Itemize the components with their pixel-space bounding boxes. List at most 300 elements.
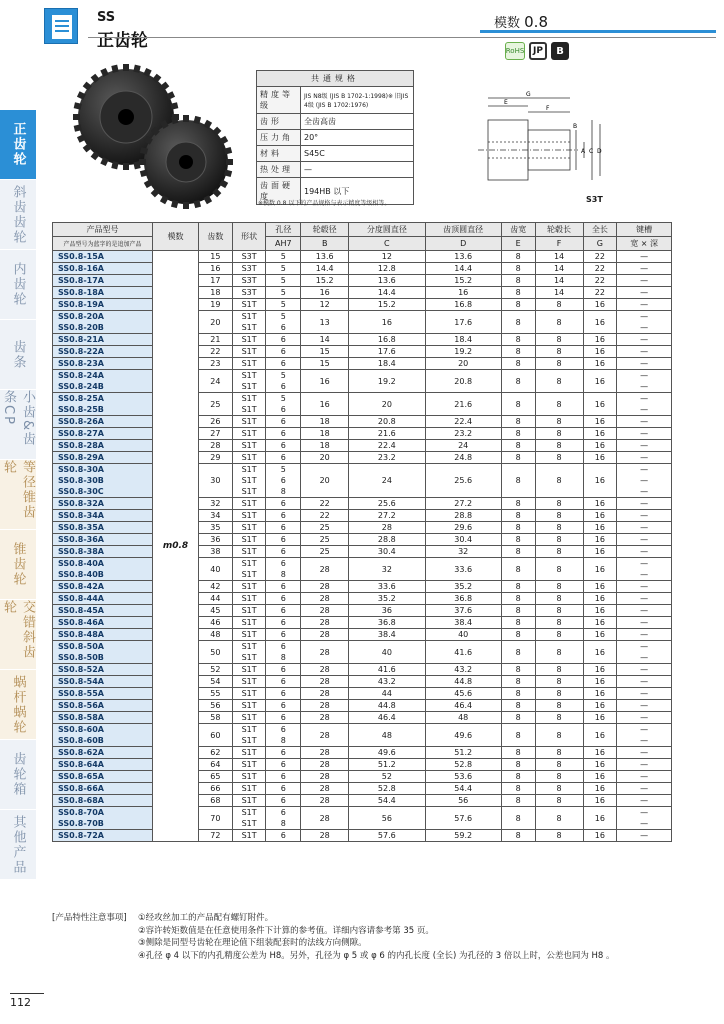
dim-label: F (546, 105, 550, 112)
category-sidebar (0, 110, 36, 880)
table-row (53, 783, 672, 795)
sidebar-item[interactable]: 齿条 (0, 320, 36, 390)
table-cell: 6 (266, 334, 301, 346)
table-cell: 40 (199, 558, 233, 581)
table-cell: 28 (301, 605, 349, 617)
table-cell: 5 (266, 370, 301, 382)
table-cell: 6 (266, 381, 301, 393)
table-cell: 19 (199, 299, 233, 311)
table-cell: S1T (232, 358, 266, 370)
table-cell: 8 (535, 593, 583, 605)
table-cell: 8 (501, 299, 535, 311)
table-row (53, 712, 672, 724)
sidebar-item[interactable]: 等径锥齿轮 (0, 460, 36, 530)
notes-label: [产品特性注意事项] (52, 913, 127, 923)
table-cell: 28 (301, 747, 349, 759)
table-cell: S1T (232, 818, 266, 830)
module-value: 0.8 (524, 13, 548, 31)
table-cell: 32 (349, 558, 425, 581)
table-cell: 8 (501, 759, 535, 771)
table-cell: 36 (199, 534, 233, 546)
table-cell: 8 (535, 510, 583, 522)
table-cell: S1T (232, 464, 266, 476)
col-subheader: E (501, 237, 535, 251)
table-cell: 68 (199, 795, 233, 807)
table-cell: 8 (501, 676, 535, 688)
table-cell: 22 (301, 510, 349, 522)
part-number: SS0.8-72A (53, 830, 153, 842)
table-cell: 15 (301, 346, 349, 358)
table-cell: 22.4 (349, 440, 425, 452)
table-cell: S1T (232, 617, 266, 629)
table-cell: 6 (266, 641, 301, 653)
spec-head: 共通规格 (257, 71, 414, 87)
table-cell: 18 (301, 416, 349, 428)
table-cell: 27 (199, 428, 233, 440)
table-cell: 16 (583, 771, 617, 783)
table-cell: S1T (232, 830, 266, 842)
spec-value: 全齿高齿 (301, 114, 414, 130)
table-cell: 29.6 (425, 522, 501, 534)
table-cell: — (617, 464, 672, 476)
table-cell: 16 (583, 428, 617, 440)
part-number: SS0.8-19A (53, 299, 153, 311)
table-cell: 6 (266, 534, 301, 546)
table-cell: 36 (349, 605, 425, 617)
table-cell: S1T (232, 546, 266, 558)
sidebar-item[interactable]: 正齿轮 (0, 110, 36, 180)
gear-tooth (123, 64, 129, 71)
table-cell: S1T (232, 416, 266, 428)
table-cell: 38.4 (349, 629, 425, 641)
table-cell: 28 (301, 830, 349, 842)
table-cell: 28 (301, 712, 349, 724)
spec-footnote: ※模数 0.8 以下的产品规格与表示精度等级相等。 (258, 200, 391, 207)
dim-label: B (573, 123, 578, 130)
table-cell: 8 (501, 700, 535, 712)
table-cell: 16 (583, 605, 617, 617)
table-cell: 8 (535, 346, 583, 358)
table-row (53, 771, 672, 783)
table-cell: 8 (535, 830, 583, 842)
table-cell: 15.2 (425, 275, 501, 287)
table-cell: S1T (232, 486, 266, 498)
sidebar-item[interactable]: 其他产品 (0, 810, 36, 880)
sidebar-item[interactable]: 交错斜齿轮 (0, 600, 36, 670)
table-row (53, 416, 672, 428)
table-cell: 14 (301, 334, 349, 346)
table-cell: 6 (266, 724, 301, 736)
table-cell: 8 (501, 263, 535, 275)
table-row (53, 546, 672, 558)
table-cell: 52 (199, 664, 233, 676)
part-number: SS0.8-38A (53, 546, 153, 558)
table-cell: 16 (583, 311, 617, 334)
table-cell: 8 (266, 486, 301, 498)
table-row (53, 275, 672, 287)
col-subheader: AH7 (266, 237, 301, 251)
table-cell: 16 (583, 807, 617, 830)
table-cell: 28 (349, 522, 425, 534)
table-cell: S1T (232, 346, 266, 358)
part-number: SS0.8-66A (53, 783, 153, 795)
part-number: SS0.8-35A (53, 522, 153, 534)
table-cell: 8 (501, 416, 535, 428)
table-cell: 6 (266, 581, 301, 593)
table-cell: — (617, 510, 672, 522)
table-cell: 17.6 (349, 346, 425, 358)
table-cell: 33.6 (425, 558, 501, 581)
table-cell: 66 (199, 783, 233, 795)
part-number: SS0.8-60A (53, 724, 153, 736)
table-cell: 8 (535, 641, 583, 664)
table-cell: 8 (501, 747, 535, 759)
col-header: 轮毂径 (301, 223, 349, 237)
table-cell: 6 (266, 712, 301, 724)
table-cell: 14 (535, 263, 583, 275)
table-cell: 8 (535, 724, 583, 747)
table-cell: 28 (301, 807, 349, 830)
table-row (53, 688, 672, 700)
product-spec-table (52, 222, 672, 842)
table-cell: 16 (583, 534, 617, 546)
part-number: SS0.8-20B (53, 322, 153, 334)
table-cell: 60 (199, 724, 233, 747)
table-cell: 8 (535, 771, 583, 783)
table-cell: 8 (501, 724, 535, 747)
drawing-type-label: S3T (586, 195, 603, 204)
table-cell: 54.4 (349, 795, 425, 807)
table-cell: S1T (232, 747, 266, 759)
table-cell: S1T (232, 771, 266, 783)
table-row (53, 664, 672, 676)
b-badge-icon: B (551, 42, 569, 60)
table-cell: 20.8 (349, 416, 425, 428)
table-cell: — (617, 370, 672, 382)
part-number: SS0.8-60B (53, 735, 153, 747)
table-cell: 8 (501, 522, 535, 534)
table-cell: 33.6 (349, 581, 425, 593)
table-cell: 21 (199, 334, 233, 346)
part-number: SS0.8-58A (53, 712, 153, 724)
table-cell: S3T (232, 287, 266, 299)
table-cell: 8 (266, 735, 301, 747)
table-cell: 6 (266, 771, 301, 783)
table-cell: 6 (266, 358, 301, 370)
table-cell: 6 (266, 322, 301, 334)
table-cell: 40 (349, 641, 425, 664)
table-cell: 28 (301, 641, 349, 664)
table-cell: 16 (583, 522, 617, 534)
table-cell: 18 (199, 287, 233, 299)
part-number: SS0.8-70B (53, 818, 153, 830)
table-cell: 18 (301, 428, 349, 440)
table-cell: S1T (232, 299, 266, 311)
table-cell: — (617, 735, 672, 747)
part-number: SS0.8-40A (53, 558, 153, 570)
table-cell: 6 (266, 807, 301, 819)
part-number: SS0.8-42A (53, 581, 153, 593)
table-cell: S1T (232, 676, 266, 688)
table-row (53, 510, 672, 522)
table-cell: S1T (232, 807, 266, 819)
sidebar-item[interactable]: 斜齿齿轮 (0, 180, 36, 250)
table-cell: 8 (535, 393, 583, 416)
table-cell: 8 (501, 605, 535, 617)
part-number: SS0.8-15A (53, 251, 153, 263)
table-row (53, 534, 672, 546)
table-cell: 28 (301, 676, 349, 688)
col-header: 产品型号 (53, 223, 153, 237)
col-subheader: 宽 × 深 (617, 237, 672, 251)
table-cell: 15.2 (301, 275, 349, 287)
table-cell: 6 (266, 664, 301, 676)
table-cell: 8 (501, 275, 535, 287)
sidebar-item[interactable]: 内齿轮 (0, 250, 36, 320)
part-number: SS0.8-64A (53, 759, 153, 771)
part-number: SS0.8-55A (53, 688, 153, 700)
sidebar-item[interactable]: 蜗杆蜗轮 (0, 670, 36, 740)
table-cell: S1T (232, 440, 266, 452)
table-cell: 28.8 (349, 534, 425, 546)
table-cell: 53.6 (425, 771, 501, 783)
table-cell: — (617, 428, 672, 440)
col-header: 键槽 (617, 223, 672, 237)
table-cell: 38 (199, 546, 233, 558)
table-row (53, 617, 672, 629)
table-cell: 22 (583, 263, 617, 275)
table-cell: 8 (535, 795, 583, 807)
table-cell: 28 (301, 771, 349, 783)
part-number: SS0.8-56A (53, 700, 153, 712)
table-cell: 8 (501, 830, 535, 842)
table-cell: 16 (301, 370, 349, 393)
table-cell: 8 (535, 546, 583, 558)
table-cell: — (617, 287, 672, 299)
part-number: SS0.8-40B (53, 569, 153, 581)
part-number: SS0.8-34A (53, 510, 153, 522)
table-cell: — (617, 275, 672, 287)
sidebar-item[interactable]: 齿轮箱 (0, 740, 36, 810)
part-number: SS0.8-50B (53, 652, 153, 664)
table-cell: 14 (535, 287, 583, 299)
table-cell: 16 (583, 546, 617, 558)
table-row (53, 464, 672, 476)
table-cell: 8 (501, 581, 535, 593)
table-cell: 8 (501, 783, 535, 795)
part-number: SS0.8-24A (53, 370, 153, 382)
table-cell: S1T (232, 759, 266, 771)
table-row (53, 747, 672, 759)
table-cell: 8 (535, 759, 583, 771)
part-number: SS0.8-68A (53, 795, 153, 807)
table-cell: 35 (199, 522, 233, 534)
table-cell: 16 (583, 641, 617, 664)
table-cell: 6 (266, 510, 301, 522)
table-cell: 8 (535, 464, 583, 498)
table-cell: — (617, 581, 672, 593)
table-cell: 19.2 (425, 346, 501, 358)
table-cell: S1T (232, 664, 266, 676)
dim-label: D (597, 148, 602, 155)
table-cell: — (617, 783, 672, 795)
table-cell: 16 (583, 629, 617, 641)
gear-photo-icon (56, 62, 256, 212)
table-row (53, 452, 672, 464)
table-cell: — (617, 818, 672, 830)
table-cell: 22 (199, 346, 233, 358)
table-row (53, 807, 672, 819)
table-cell: 45.6 (425, 688, 501, 700)
table-cell: 8 (501, 593, 535, 605)
table-cell: 52.8 (425, 759, 501, 771)
table-cell: 22 (583, 275, 617, 287)
table-row (53, 700, 672, 712)
table-cell: 8 (266, 652, 301, 664)
table-cell: S1T (232, 700, 266, 712)
table-cell: 18 (301, 440, 349, 452)
table-cell: 48 (349, 724, 425, 747)
table-cell: 6 (266, 759, 301, 771)
table-cell: 8 (535, 522, 583, 534)
table-cell: 8 (535, 783, 583, 795)
table-cell: S1T (232, 498, 266, 510)
table-cell: — (617, 617, 672, 629)
table-cell: 8 (535, 676, 583, 688)
table-cell: 16 (583, 558, 617, 581)
part-number: SS0.8-29A (53, 452, 153, 464)
table-cell: — (617, 664, 672, 676)
sidebar-item[interactable]: 锥齿轮 (0, 530, 36, 600)
table-cell: 16 (583, 783, 617, 795)
table-cell: S1T (232, 370, 266, 382)
table-cell: — (617, 322, 672, 334)
table-cell: 46 (199, 617, 233, 629)
table-row (53, 370, 672, 382)
table-row (53, 498, 672, 510)
table-cell: — (617, 807, 672, 819)
table-row (53, 724, 672, 736)
table-cell: — (617, 416, 672, 428)
page-number: 112 (10, 996, 31, 1009)
table-cell: 40 (425, 629, 501, 641)
dim-label: G (526, 91, 531, 98)
part-number: SS0.8-30A (53, 464, 153, 476)
sidebar-item[interactable]: 小齿&齿条CP (0, 390, 36, 460)
table-cell: S1T (232, 735, 266, 747)
part-number: SS0.8-16A (53, 263, 153, 275)
table-cell: 28 (199, 440, 233, 452)
common-spec-table (256, 70, 414, 205)
table-cell: 20.8 (425, 370, 501, 393)
table-cell: 16 (583, 370, 617, 393)
table-cell: 8 (535, 452, 583, 464)
spec-key: 齿形 (257, 114, 301, 130)
table-cell: — (617, 688, 672, 700)
table-cell: 13.6 (301, 251, 349, 263)
part-number: SS0.8-30B (53, 475, 153, 486)
col-header: 模数 (153, 223, 199, 251)
table-cell: 6 (266, 346, 301, 358)
table-cell: — (617, 700, 672, 712)
table-cell: 35.2 (349, 593, 425, 605)
table-cell: 14 (535, 275, 583, 287)
table-row (53, 299, 672, 311)
table-cell: S1T (232, 593, 266, 605)
table-cell: 32 (199, 498, 233, 510)
table-cell: 6 (266, 452, 301, 464)
spec-key: 压力角 (257, 130, 301, 146)
table-cell: — (617, 522, 672, 534)
table-cell: 19.2 (349, 370, 425, 393)
table-cell: — (617, 795, 672, 807)
table-cell: 8 (535, 664, 583, 676)
part-number: SS0.8-20A (53, 311, 153, 323)
module-label: 模数 (493, 16, 520, 31)
table-cell: 52 (349, 771, 425, 783)
table-cell: 16 (301, 287, 349, 299)
table-row (53, 251, 672, 263)
table-cell: — (617, 830, 672, 842)
table-cell: 6 (266, 676, 301, 688)
table-cell: 16 (583, 593, 617, 605)
table-cell: 16 (349, 311, 425, 334)
table-cell: 41.6 (425, 641, 501, 664)
table-cell: 21.6 (425, 393, 501, 416)
table-cell: 41.6 (349, 664, 425, 676)
table-cell: S1T (232, 522, 266, 534)
table-cell: 8 (535, 416, 583, 428)
dim-label: E (504, 99, 508, 106)
table-cell: — (617, 712, 672, 724)
table-cell: 16 (583, 498, 617, 510)
table-cell: S1T (232, 783, 266, 795)
table-cell: — (617, 569, 672, 581)
table-row (53, 522, 672, 534)
table-cell: S1T (232, 581, 266, 593)
note-line: ①经攻丝加工的产品配有螺钉附件。 (138, 913, 274, 923)
table-cell: 6 (266, 617, 301, 629)
table-cell: 6 (266, 416, 301, 428)
table-cell: 6 (266, 688, 301, 700)
table-cell: 16 (583, 759, 617, 771)
table-cell: S1T (232, 404, 266, 416)
table-cell: 25 (301, 522, 349, 534)
spec-value: 20° (301, 130, 414, 146)
table-cell: — (617, 452, 672, 464)
table-cell: 6 (266, 830, 301, 842)
spec-key: 热处理 (257, 162, 301, 178)
part-number: SS0.8-45A (53, 605, 153, 617)
table-cell: 36.8 (425, 593, 501, 605)
table-cell: 28 (301, 724, 349, 747)
table-row (53, 311, 672, 323)
catalog-icon (44, 8, 78, 44)
table-cell: 25.6 (425, 464, 501, 498)
table-cell: S1T (232, 795, 266, 807)
table-cell: S1T (232, 393, 266, 405)
table-cell: 22 (583, 287, 617, 299)
table-cell: 25.6 (349, 498, 425, 510)
note-line: ②容许转矩数值是在任意使用条件下计算的参考值。详细内容请参考第 35 页。 (138, 925, 434, 936)
table-cell: 23.2 (349, 452, 425, 464)
page-title: 正齿轮 (97, 31, 148, 51)
table-cell: 22 (301, 498, 349, 510)
part-number: SS0.8-26A (53, 416, 153, 428)
table-cell: 8 (501, 358, 535, 370)
spec-key: 精度等级 (257, 87, 301, 114)
part-number: SS0.8-28A (53, 440, 153, 452)
